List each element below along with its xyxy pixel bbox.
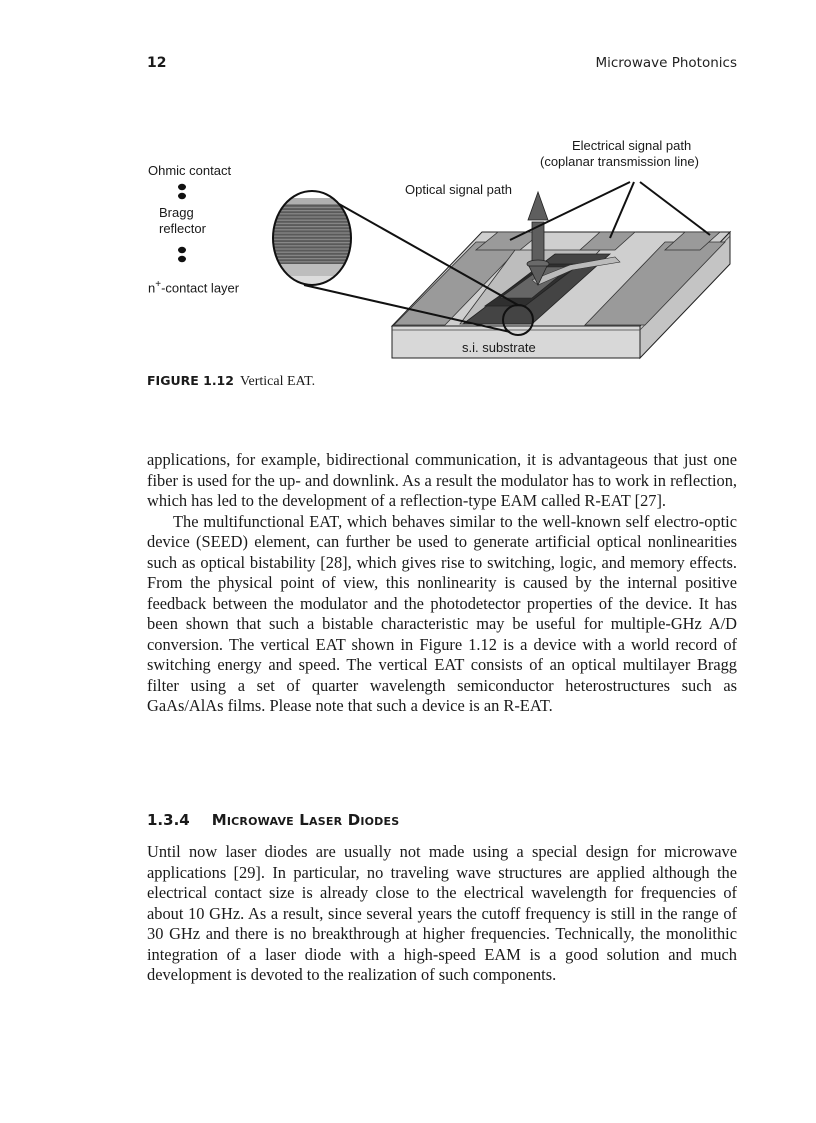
section-number: 1.3.4 <box>147 811 190 829</box>
page-number: 12 <box>147 55 167 71</box>
figure-caption <box>147 373 315 390</box>
running-head <box>147 55 737 75</box>
label-electrical-path-line2: (coplanar transmission line) <box>540 154 699 169</box>
section-title: Microwave Laser Diodes <box>211 811 400 829</box>
caption-text: Vertical EAT. <box>239 374 316 389</box>
paragraph: The multifunctional EAT, which behaves similar to the well-known self electro-optic device (SEED) element, can further be used to generate artificial optical nonlinearities such as optical bistability [28], which gives rise to switching, logic, and memory effects. From the physical point of view, this nonlinearity is caused by the internal positive feedback between the modulator and the photodetector properties of the device. It has been shown that such a bistable characteristic may be useful for multiple-GHz A/D conversion. The vertical EAT shown in Figure 1.12 is a device with a world record of switching energy and speed. The vertical EAT consists of an optical multilayer Bragg filter using a set of quarter wavelength semiconductor heterostructures such as GaAs/AlAs films. Please note that such a device is an R-EAT. <box>147 511 737 715</box>
section-heading <box>147 811 399 829</box>
label-substrate: s.i. substrate <box>462 340 536 355</box>
body-text-section <box>147 842 737 986</box>
caption-number: FIGURE 1.12 <box>147 373 234 388</box>
paragraph: applications, for example, bidirectional communication, it is advantageous that just one fiber is used for the up- and downlink. As a result the modulator has to work in reflection, which has led to the development of a reflection-type EAM called R-EAT [27]. <box>147 450 737 510</box>
paragraph: Until now laser diodes are usually not made using a special design for microwave applications [29]. In particular, no traveling wave structures are applied although the electrical contact size is already close to the electrical wavelength for frequencies of about 10 GHz. As a result, since several years the cutoff frequency is still in the range of 30 GHz and there is no breakthrough at higher frequencies. Technically, the monolithic integration of a laser diode with a high-speed EAM is a good solution and much development is devoted to the realization of such components. <box>147 842 737 984</box>
label-optical-signal-path: Optical signal path <box>405 182 512 197</box>
label-electrical-path-line1: Electrical signal path <box>572 138 692 153</box>
body-text-top <box>147 450 737 717</box>
label-ohmic-contact: Ohmic contact <box>148 163 232 178</box>
label-bragg-line2: reflector <box>159 221 206 236</box>
label-bragg-line1: Bragg <box>159 205 194 220</box>
figure-vertical-eat <box>140 130 750 370</box>
running-title: Microwave Photonics <box>595 55 737 71</box>
label-n-contact-layer: n+-contact layer <box>148 279 240 296</box>
